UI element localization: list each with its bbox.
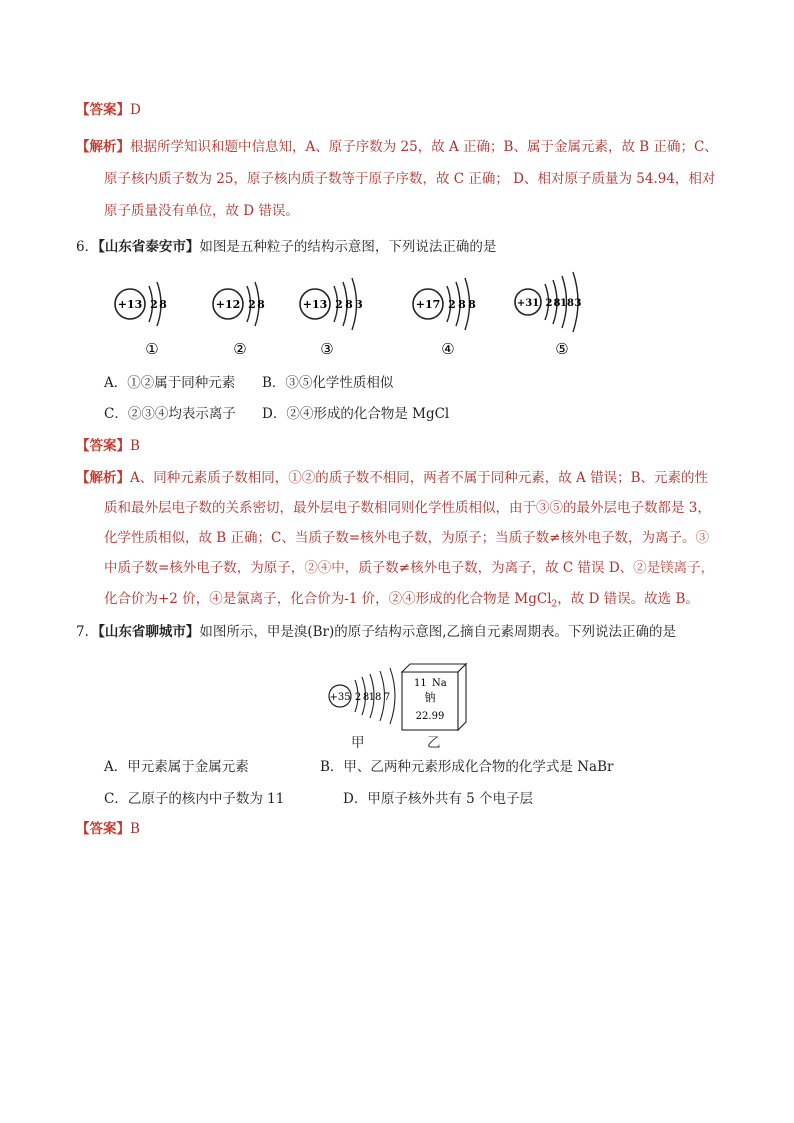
svg-text:钠: 钠	[424, 691, 436, 704]
answer-tag: 【答案】	[76, 102, 130, 118]
svg-text:8: 8	[468, 298, 476, 311]
svg-text:③: ③	[320, 340, 334, 358]
atom-diagram-3	[300, 278, 363, 358]
question-source: 【山东省泰安市】	[98, 239, 200, 255]
atom-diagram-4	[413, 278, 476, 358]
svg-text:8: 8	[553, 298, 561, 309]
svg-text:8: 8	[257, 298, 265, 311]
option-b: B．甲、乙两种元素形成化合物的化学式是 NaBr	[320, 759, 614, 775]
svg-text:+31: +31	[516, 298, 540, 309]
svg-text:2: 2	[335, 298, 343, 311]
question-number: 6．	[76, 239, 99, 255]
answer-value: B	[130, 438, 140, 454]
analysis-6-line-2: 质和最外层电子数的关系密切，最外层电子数相同则化学性质相似，由于③⑤的最外层电子数都是 3，	[104, 500, 711, 516]
svg-text:11: 11	[414, 678, 427, 689]
answer-tag: 【答案】	[76, 438, 130, 454]
svg-text:+12: +12	[215, 298, 241, 311]
svg-text:8: 8	[345, 298, 353, 311]
answer-6	[76, 436, 140, 456]
svg-text:+13: +13	[117, 298, 143, 311]
svg-text:+35: +35	[329, 692, 351, 703]
svg-text:18: 18	[560, 298, 574, 309]
label-yi: 乙	[427, 735, 441, 751]
answer-5	[76, 100, 141, 120]
svg-text:2: 2	[354, 692, 362, 703]
sodium-periodic-cell	[402, 664, 466, 730]
option-a: A．①②属于同种元素	[104, 375, 236, 391]
atom-diagram-2	[213, 282, 265, 358]
svg-text:7: 7	[383, 692, 391, 703]
option-d: D．②④形成的化合物是 MgCl	[262, 406, 450, 422]
svg-text:①: ①	[145, 340, 159, 358]
analysis-6-line-1: 【解析】A、同种元素质子数相同，①②的质子数不相同，两者不属于同种元素，故 A 错误；B、元素的性	[76, 470, 709, 486]
svg-text:3: 3	[355, 298, 363, 311]
analysis-tag: 【解析】	[76, 470, 130, 486]
svg-text:Na: Na	[432, 678, 447, 689]
answer-value: D	[130, 102, 141, 118]
option-c: C．乙原子的核内中子数为 11	[104, 791, 285, 807]
svg-text:④: ④	[441, 340, 455, 358]
answer-tag: 【答案】	[76, 821, 130, 837]
svg-text:8: 8	[159, 298, 167, 311]
svg-text:⑤: ⑤	[555, 340, 569, 358]
svg-text:2: 2	[448, 298, 456, 311]
analysis-5-line-3: 原子质量没有单位，故 D 错误。	[104, 203, 299, 219]
analysis-tag: 【解析】	[76, 139, 130, 155]
answer-value: B	[130, 821, 140, 837]
svg-text:2: 2	[545, 298, 553, 309]
atom-diagram-1	[115, 282, 167, 358]
question-stem: 如图是五种粒子的结构示意图，下列说法正确的是	[199, 239, 497, 255]
label-jia: 甲	[351, 735, 365, 751]
analysis-6-line-3: 化学性质相似，故 B 正确；C、当质子数=核外电子数，为原子；当质子数≠核外电子数，为离子。③	[104, 530, 709, 546]
analysis-5-line-1: 【解析】根据所学知识和题中信息知，A、原子序数为 25，故 A 正确；B、属于金属元素，故 B 正确；C、	[76, 139, 718, 155]
option-a: A．甲元素属于金属元素	[104, 759, 249, 775]
svg-text:+17: +17	[415, 298, 441, 311]
question-stem: 如图所示，甲是溴(Br)的原子结构示意图,乙摘自元素周期表。下列说法正确的是	[199, 624, 677, 640]
analysis-6-line-4: 中质子数=核外电子数，为原子，②④中，质子数≠核外电子数，为离子，故 C 错误 D、②是镁离子，	[104, 560, 715, 576]
svg-text:②: ②	[233, 340, 247, 358]
svg-text:2: 2	[248, 298, 256, 311]
answer-7	[76, 819, 140, 839]
question-7	[76, 622, 676, 642]
svg-text:2: 2	[150, 298, 158, 311]
svg-text:+13: +13	[302, 298, 328, 311]
svg-text:22.99: 22.99	[415, 711, 445, 722]
svg-text:8: 8	[458, 298, 466, 311]
option-d: D．甲原子核外共有 5 个电子层	[343, 791, 533, 807]
analysis-5-line-2: 原子核内质子数为 25，原子核内质子数等于原子序数，故 C 正确； D、相对原子质量为 54.94，相对	[104, 171, 716, 187]
option-c: C．②③④均表示离子	[104, 406, 236, 422]
svg-text:3: 3	[574, 298, 582, 309]
atom-diagram-5	[515, 272, 582, 358]
particle-diagram	[100, 268, 620, 358]
analysis-6-line-5: 化合价为+2 价，④是氯离子，化合价为-1 价，②④形成的化合物是 MgCl$_2$，故 D 错误。故选 B。	[104, 591, 699, 610]
question-number: 7．	[76, 624, 99, 640]
svg-text:18: 18	[368, 692, 382, 703]
question-source: 【山东省聊城市】	[98, 624, 200, 640]
svg-text:8: 8	[362, 692, 370, 703]
bromine-atom-diagram	[329, 668, 395, 724]
bromine-and-sodium-diagram	[320, 656, 480, 748]
question-6	[76, 237, 496, 257]
option-b: B．③⑤化学性质相似	[262, 375, 394, 391]
